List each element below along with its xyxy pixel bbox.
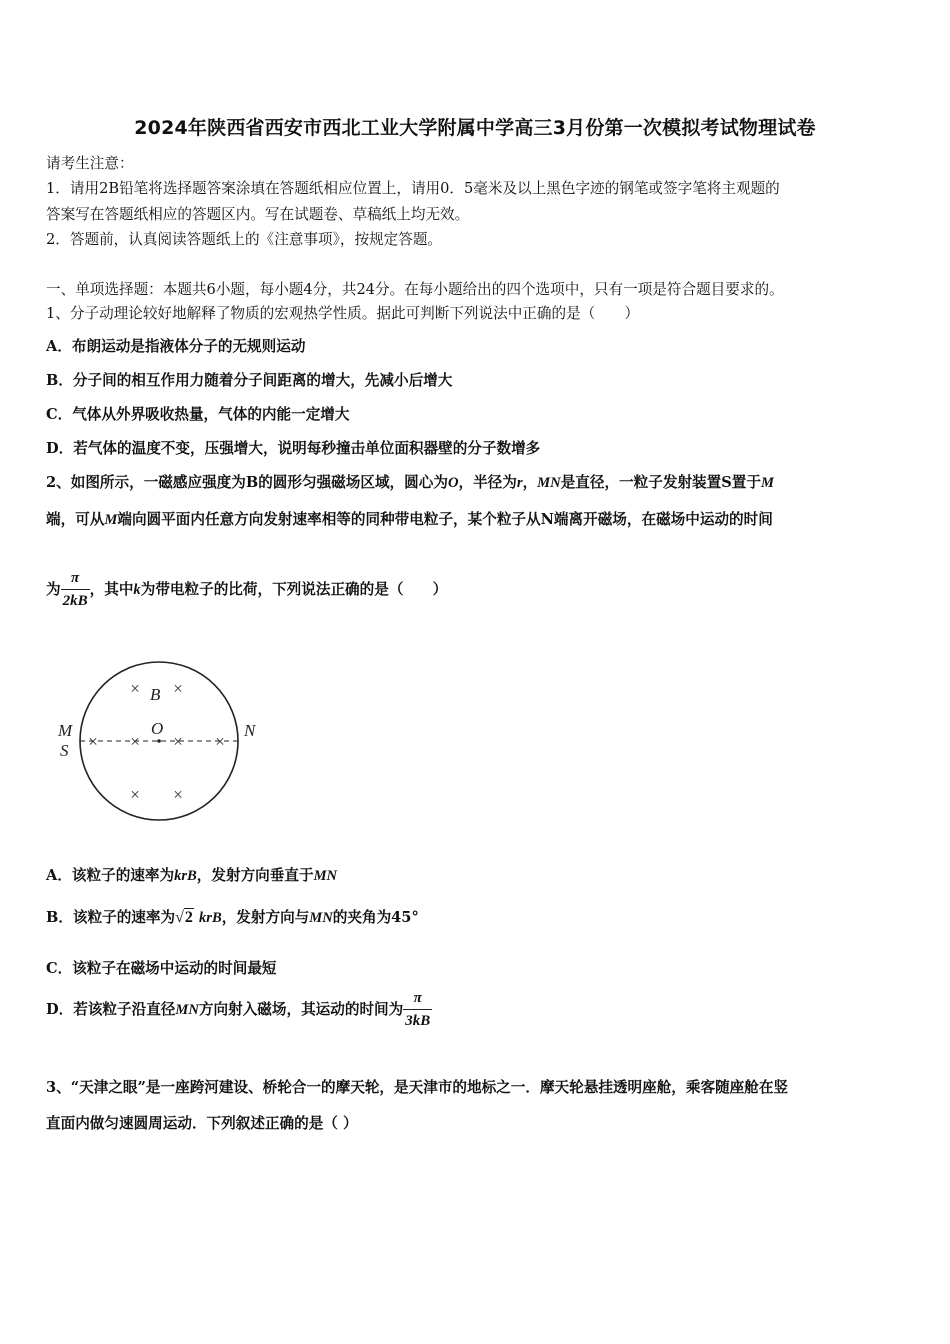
q2-option-b: B．该粒子的速率为√2 krB，发射方向与MN的夹角为45° [46, 909, 419, 926]
q2-stem-line-2: 端，可从M端向圆平面内任意方向发射速率相等的同种带电粒子，某个粒子从N端离开磁场，在磁场中运动的时间 [46, 511, 773, 528]
q3-stem-line-2: 直面内做匀速圆周运动．下列叙述正确的是（ ） [46, 1115, 358, 1132]
cross-mark: × [173, 732, 183, 751]
q2-option-a: A．该粒子的速率为krB，发射方向垂直于MN [46, 867, 338, 884]
cross-mark: × [130, 785, 140, 804]
section-heading: 一、单项选择题：本题共6小题，每小题4分，共24分。在每小题给出的四个选项中，只有一项是符合题目要求的。 [46, 281, 784, 298]
q1-option-d: D．若气体的温度不变，压强增大，说明每秒撞击单位面积器壁的分子数增多 [46, 440, 541, 457]
q2-option-d: D．若该粒子沿直径MN方向射入磁场，其运动的时间为 $\frac{\pi}{3kB}$ [46, 990, 431, 1029]
q2-option-c: C．该粒子在磁场中运动的时间最短 [46, 960, 277, 977]
fraction-pi-over-3kB: $\frac{\pi}{3kB}$ [405, 990, 431, 1029]
q2-stem-line-1: 2、如图所示，一磁感应强度为B的圆形匀强磁场区域，圆心为O，半径为r，MN是直径，一粒子发射装置S置于M [46, 474, 774, 491]
q1-option-a: A．布朗运动是指液体分子的无规则运动 [46, 338, 306, 355]
q2-stem-line-3: 为 $\frac{\pi}{2kB}$ ，其中k为带电粒子的比荷，下列说法正确的是（ ） [46, 570, 448, 609]
sqrt-symbol: √2 [175, 909, 193, 926]
q1-stem: 1、分子动理论较好地解释了物质的宏观热学性质。据此可判断下列说法中正确的是（ ） [46, 305, 640, 322]
q3-stem-line-1: 3、“天津之眼”是一座跨河建设、桥轮合一的摩天轮，是天津市的地标之一．摩天轮悬挂透明座舱，乘客随座舱在竖 [46, 1079, 789, 1096]
page-title: 2024年陕西省西安市西北工业大学附属中学高三3月份第一次模拟考试物理试卷 [134, 117, 816, 139]
label-n: N [244, 721, 256, 740]
notice-line-1b: 答案写在答题纸相应的答题区内。写在试题卷、草稿纸上均无效。 [46, 206, 470, 223]
notice-line-1: 1．请用2B铅笔将选择题答案涂填在答题纸相应位置上，请用0．5毫米及以上黑色字迹的钢笔或签字笔将主观题的 [46, 180, 780, 197]
fraction-pi-over-2kB: $\frac{\pi}{2kB}$ [62, 570, 88, 609]
cross-mark: × [173, 785, 183, 804]
center-dot [157, 739, 161, 743]
q1-option-b: B．分子间的相互作用力随着分子间距离的增大，先减小后增大 [46, 372, 453, 389]
cross-mark: × [173, 679, 183, 698]
label-s: S [60, 741, 69, 760]
label-m: M [58, 721, 73, 740]
cross-mark: × [215, 732, 225, 751]
cross-mark: × [130, 679, 140, 698]
label-b: B [150, 685, 161, 704]
magnetic-field-figure [40, 650, 280, 830]
cross-mark: × [88, 732, 98, 751]
cross-mark: × [130, 732, 140, 751]
notice-line-2: 2．答题前，认真阅读答题纸上的《注意事项》，按规定答题。 [46, 231, 443, 248]
label-o: O [151, 719, 164, 738]
q1-option-c: C．气体从外界吸收热量，气体的内能一定增大 [46, 406, 350, 423]
notice-heading: 请考生注意： [46, 155, 134, 172]
